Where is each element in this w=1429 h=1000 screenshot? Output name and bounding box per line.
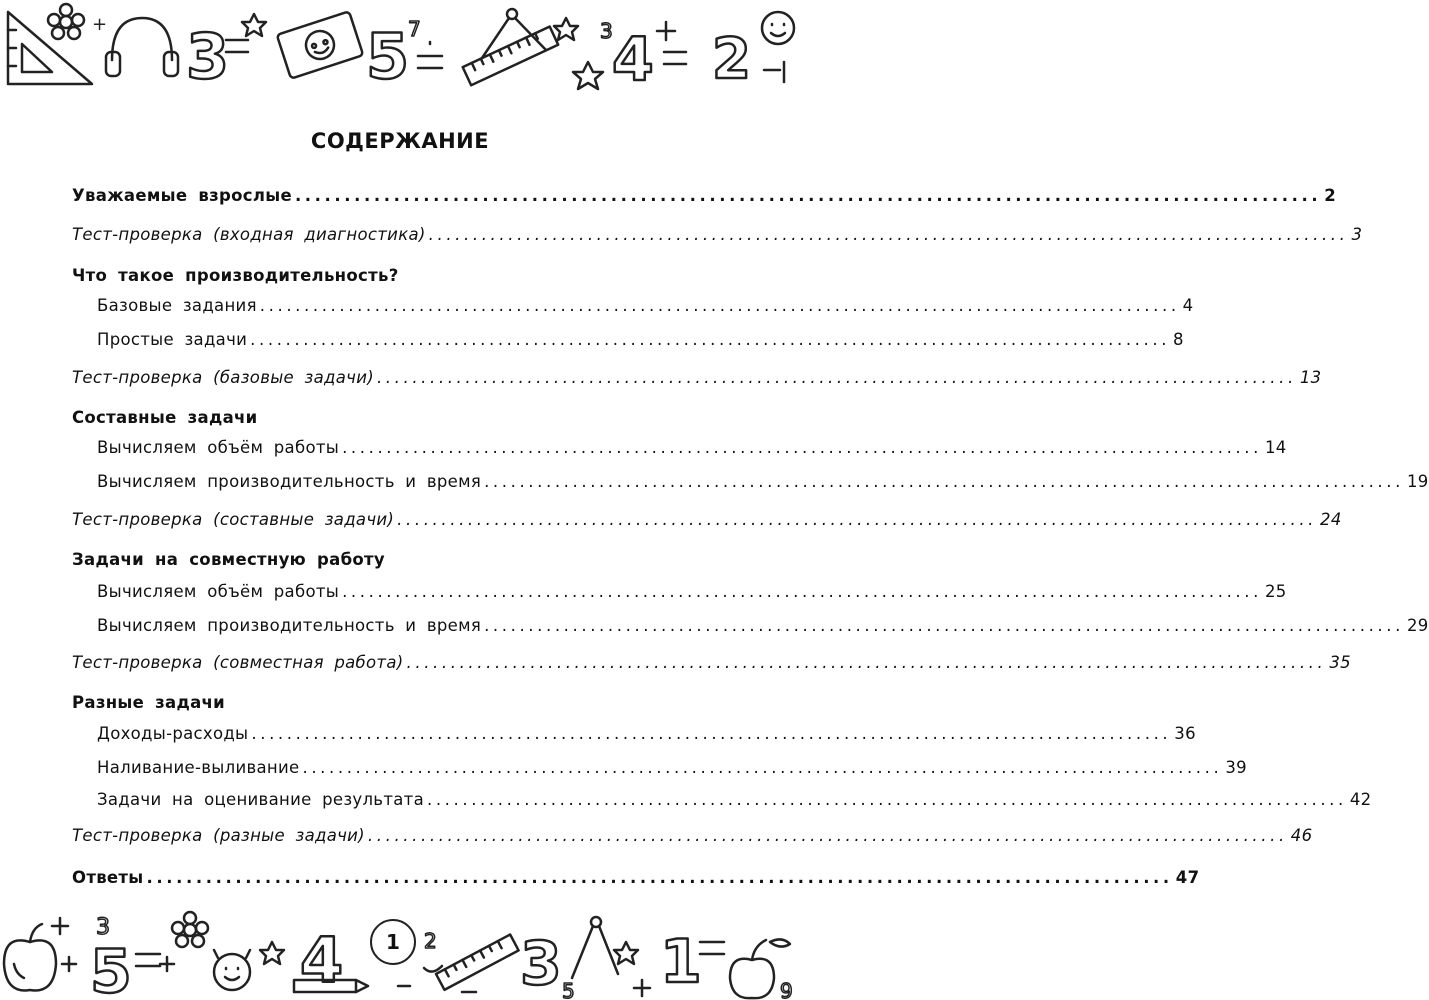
digit-4: 4 [612, 25, 654, 95]
dot-leader: ........................................................................................................ [342, 438, 1262, 457]
toc-entry-page: 14 [1264, 438, 1287, 457]
smiley-face-icon [762, 12, 794, 44]
dot-leader: ........................................................................................................ [397, 510, 1318, 529]
toc-entry-label: Доходы-расходы [97, 724, 249, 743]
toc-entry-test[interactable] [72, 509, 1342, 531]
svg-text:+: + [92, 14, 108, 35]
toc-entry-label: Простые задачи [97, 330, 248, 349]
toc-entry-label: Тест-проверка (базовые задачи) [72, 368, 374, 387]
toc-entry-page: 36 [1174, 724, 1196, 743]
dot-leader: ........................................................................................................ [367, 826, 1288, 845]
toc-entry-label: Тест-проверка (входная диагностика) [72, 225, 426, 244]
toc-entry-label: Базовые задания [97, 296, 257, 315]
dot-leader: ........................................................................................................ [302, 758, 1223, 777]
svg-text:9: 9 [780, 979, 793, 1000]
compass-icon [572, 917, 618, 978]
apple-icon [4, 924, 56, 990]
toc-entry-page: 3 [1351, 225, 1363, 244]
toc-entry-page: 47 [1175, 868, 1200, 887]
dot-leader: ........................................................................................................ [406, 653, 1327, 672]
section-heading: Что такое производительность? [72, 266, 399, 285]
ruler-icon [436, 935, 519, 990]
page-number: 1 [370, 919, 416, 965]
toc-entry-answers[interactable] [72, 867, 1200, 889]
digit-1: 1 [660, 927, 702, 997]
toc-entry-page: 19 [1406, 472, 1429, 491]
digit-3: 3 [520, 929, 562, 999]
banknote-icon [277, 11, 363, 78]
digit-5: 5 [366, 20, 410, 93]
toc-entry-label: Вычисляем объём работы [97, 438, 340, 457]
toc-entry[interactable] [97, 581, 1287, 603]
toc-entry-page: 39 [1225, 758, 1247, 777]
dot-leader: ........................................................................................................ [376, 368, 1297, 387]
svg-text:3: 3 [600, 19, 613, 43]
toc-entry-test[interactable] [72, 825, 1313, 847]
toc-entry-page: 24 [1320, 510, 1342, 529]
toc-entry-page: 46 [1290, 826, 1313, 845]
svg-text:7: 7 [408, 17, 421, 41]
ruler-icon [463, 27, 558, 86]
dot-leader: ........................................................................................................ [146, 868, 1173, 887]
dot-leader: ........................................................................................................ [342, 582, 1262, 601]
dot-leader: ........................................................................................................ [484, 472, 1404, 491]
digit-3: 3 [186, 20, 230, 93]
section-heading: Разные задачи [72, 693, 226, 712]
toc-entry-page: 13 [1299, 368, 1322, 387]
toc-entry-test[interactable] [72, 367, 1322, 389]
section-heading: Составные задачи [72, 408, 258, 427]
toc-entry-page: 25 [1264, 582, 1287, 601]
digit-4: 4 [300, 924, 344, 997]
dot-leader: ........................................................................................................ [294, 186, 1322, 205]
toc-entry-label: Наливание-выливание [97, 758, 300, 777]
headphones-icon [106, 18, 178, 76]
flower-icon [172, 912, 208, 947]
toc-entry-page: 29 [1406, 616, 1429, 635]
toc-entry[interactable] [97, 295, 1194, 317]
dot-leader: ........................................................................................................ [428, 225, 1349, 244]
dot-leader: ........................................................................................................ [251, 724, 1172, 743]
dot-leader: ........................................................................................................ [426, 790, 1347, 809]
toc-entry-label: Вычисляем производительность и время [97, 472, 482, 491]
toc-entry-test-entry[interactable] [72, 224, 1363, 246]
toc-entry-page: 4 [1182, 296, 1194, 315]
section-heading: Задачи на совместную работу [72, 550, 385, 569]
toc-entry[interactable] [97, 437, 1287, 459]
toc-entry[interactable] [97, 471, 1429, 493]
toc-entry[interactable] [97, 757, 1247, 779]
smiley-face-icon [214, 950, 250, 990]
dot-leader: ........................................................................................................ [484, 616, 1404, 635]
toc-entry[interactable] [97, 329, 1184, 351]
toc-entry-intro[interactable] [72, 185, 1336, 207]
digit-2: 2 [712, 27, 751, 92]
digit-5: 5 [90, 937, 132, 1000]
toc-entry-label: Тест-проверка (совместная работа) [72, 653, 404, 672]
svg-text:2: 2 [424, 929, 437, 953]
dot-leader: ........................................................................................................ [259, 296, 1180, 315]
toc-entry-page: 35 [1329, 653, 1351, 672]
toc-entry-test[interactable] [72, 652, 1351, 674]
toc-entry[interactable] [97, 615, 1429, 637]
toc-entry[interactable] [97, 723, 1196, 745]
toc-entry-label: Вычисляем производительность и время [97, 616, 482, 635]
toc-entry-label: Задачи на оценивание результата [97, 790, 424, 809]
toc-entry-label: Вычисляем объём работы [97, 582, 340, 601]
toc-entry-label: Уважаемые взрослые [72, 186, 292, 205]
toc-entry-label: Тест-проверка (составные задачи) [72, 510, 395, 529]
toc-entry-page: 42 [1349, 790, 1372, 809]
top-decorative-band [0, 0, 800, 95]
page-title: СОДЕРЖАНИЕ [310, 129, 490, 153]
toc-entry-label: Ответы [72, 868, 144, 887]
dot-leader: ........................................................................................................ [250, 330, 1171, 349]
svg-text:3: 3 [96, 915, 110, 940]
toc-entry[interactable] [97, 789, 1372, 811]
svg-text:5: 5 [562, 979, 575, 1000]
toc-entry-page: 2 [1324, 186, 1336, 205]
toc-entry-page: 8 [1173, 330, 1184, 349]
toc-entry-label: Тест-проверка (разные задачи) [72, 826, 365, 845]
flower-icon [48, 4, 84, 39]
